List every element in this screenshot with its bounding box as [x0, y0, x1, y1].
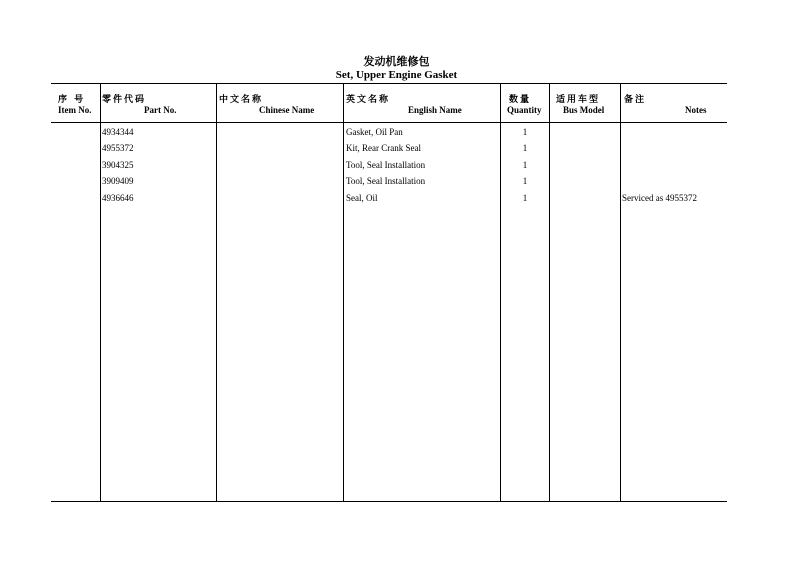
header-item-no-cn: 序 号 — [58, 95, 86, 105]
cell-english-name: Seal, Oil — [346, 193, 378, 203]
cell-part-no: 3904325 — [102, 160, 134, 170]
title-chinese: 发动机维修包 — [363, 55, 430, 68]
header-bus-model-cn: 适用车型 — [556, 95, 601, 105]
cell-part-no: 4936646 — [102, 193, 134, 203]
cell-english-name: Tool, Seal Installation — [346, 160, 426, 170]
header-bottom-rule — [51, 122, 727, 123]
cell-quantity: 1 — [522, 176, 528, 186]
table-bottom-rule — [51, 501, 727, 502]
header-english-name-cn: 英文名称 — [346, 95, 391, 105]
header-bus-model-en: Bus Model — [563, 105, 605, 115]
cell-quantity: 1 — [522, 127, 528, 137]
column-divider — [343, 84, 344, 502]
cell-quantity: 1 — [522, 160, 528, 170]
header-notes-en: Notes — [685, 105, 707, 115]
header-part-no-cn: 零件代码 — [102, 95, 147, 105]
header-chinese-name-cn: 中文名称 — [219, 95, 264, 105]
cell-english-name: Tool, Seal Installation — [346, 176, 426, 186]
cell-english-name: Kit, Rear Crank Seal — [346, 143, 421, 153]
cell-quantity: 1 — [522, 143, 528, 153]
header-english-name-en: English Name — [408, 105, 462, 115]
header-quantity-en: Quantity — [507, 105, 542, 115]
cell-notes: Serviced as 4955372 — [622, 193, 697, 203]
header-part-no-en: Part No. — [144, 105, 177, 115]
header-notes-cn: 备注 — [624, 95, 647, 105]
column-divider — [216, 84, 217, 502]
table-top-rule — [51, 83, 727, 84]
cell-part-no: 4955372 — [102, 143, 134, 153]
column-divider — [620, 84, 621, 502]
header-item-no-en: Item No. — [58, 105, 92, 115]
header-chinese-name-en: Chinese Name — [259, 105, 315, 115]
cell-part-no: 4934344 — [102, 127, 134, 137]
title-english: Set, Upper Engine Gasket — [335, 69, 458, 81]
column-divider — [100, 84, 101, 502]
cell-english-name: Gasket, Oil Pan — [346, 127, 403, 137]
header-quantity-cn: 数量 — [509, 95, 532, 105]
cell-quantity: 1 — [522, 193, 528, 203]
column-divider — [549, 84, 550, 502]
cell-part-no: 3909409 — [102, 176, 134, 186]
